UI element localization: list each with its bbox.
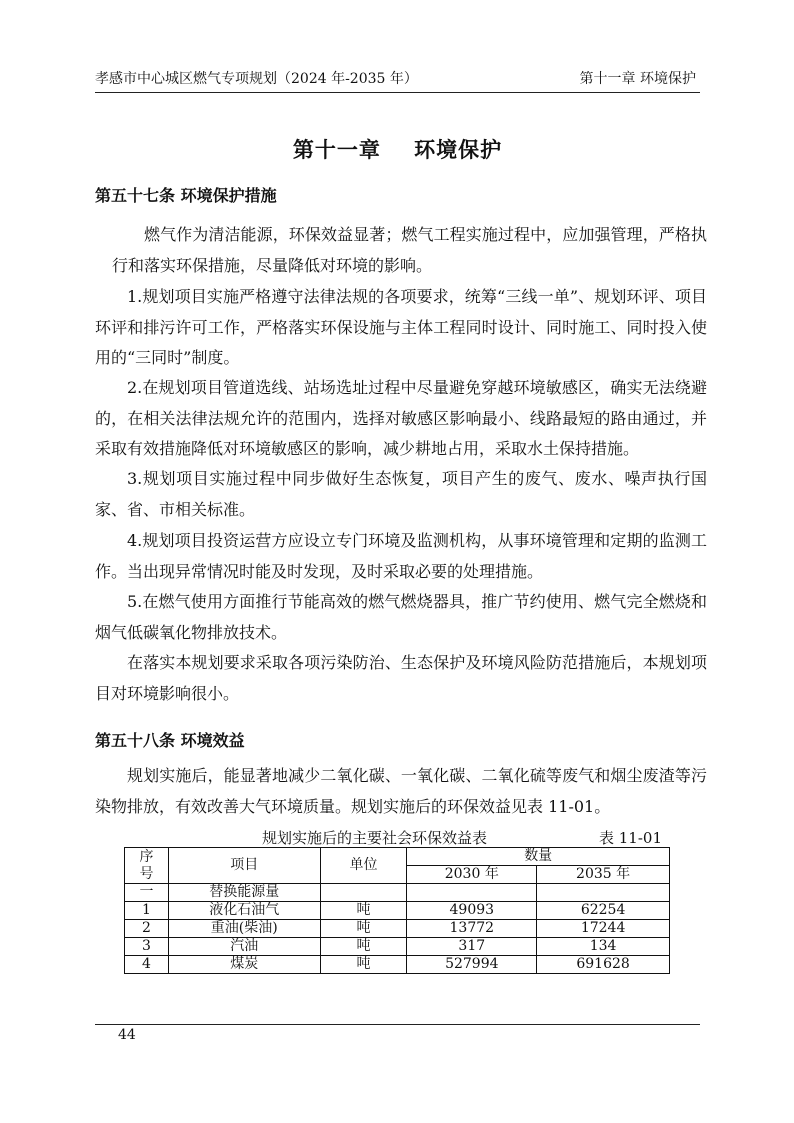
table-row xyxy=(125,884,670,902)
table-row xyxy=(125,938,670,956)
cell-2030: 527994 xyxy=(407,956,537,974)
page-number: 44 xyxy=(118,1027,136,1043)
paragraph: 2.在规划项目管道选线、站场选址过程中尽量避免穿越环境敏感区，确实无法绕避的，在相关法律法规允许的范围内，选择对敏感区影响最小、线路最短的路由通过，并采取有效措施降低对环境敏感区的影响，减少耕地占用，采取水土保持措施。 xyxy=(95,378,707,458)
cell-2035: 62254 xyxy=(537,902,670,920)
header-item: 项目 xyxy=(168,848,320,884)
chapter-label: 第十一章 环境保护 xyxy=(579,71,696,87)
paragraph: 4.规划项目投资运营方应设立专门环境及监测机构，从事环境管理和定期的监测工作。当出现异常情况时能及时发现，及时采取必要的处理措施。 xyxy=(95,531,707,581)
paragraph: 5.在燃气使用方面推行节能高效的燃气燃烧器具，推广节约使用、燃气完全燃烧和烟气低碳氧化物排放技术。 xyxy=(95,592,707,642)
paragraph: 规划实施后，能显著地减少二氧化碳、一氧化碳、二氧化硫等废气和烟尘废渣等污染物排放，有效改善大气环境质量。规划实施后的环保效益见表 11-01。 xyxy=(95,766,707,816)
cell-2030 xyxy=(407,884,537,902)
cell-2035 xyxy=(537,884,670,902)
cell-seq: 4 xyxy=(125,956,169,974)
cell-unit: 吨 xyxy=(320,920,407,938)
table-row xyxy=(125,902,670,920)
table-number: 表 11-01 xyxy=(598,829,662,847)
header-2030: 2030 年 xyxy=(407,866,537,884)
section-heading-58: 第五十八条 环境效益 xyxy=(95,731,245,750)
footer-divider xyxy=(95,1024,700,1025)
cell-seq: 一 xyxy=(125,884,169,902)
paragraph: 1.规划项目实施严格遵守法律法规的各项要求，统筹“三线一单”、规划环评、项目环评和排污许可工作，严格落实环保设施与主体工程同时设计、同时施工、同时投入使用的“三同时”制度。 xyxy=(95,287,707,367)
cell-2030: 49093 xyxy=(407,902,537,920)
cell-2035: 691628 xyxy=(537,956,670,974)
cell-unit: 吨 xyxy=(320,902,407,920)
page-header xyxy=(95,68,700,93)
paragraph: 3.规划项目实施过程中同步做好生态恢复，项目产生的废气、废水、噪声执行国家、省、市相关标准。 xyxy=(95,469,707,519)
document-title: 孝感市中心城区燃气专项规划（2024 年-2035 年） xyxy=(95,71,418,87)
header-2035: 2035 年 xyxy=(537,866,670,884)
table-title: 规划实施后的主要社会环保效益表 xyxy=(262,829,488,847)
cell-seq: 1 xyxy=(125,902,169,920)
cell-2030: 13772 xyxy=(407,920,537,938)
paragraph: 在落实本规划要求采取各项污染防治、生态保护及环境风险防范措施后，本规划项目对环境影响很小。 xyxy=(95,653,707,703)
table-row xyxy=(125,956,670,974)
cell-2030: 317 xyxy=(407,938,537,956)
cell-2035: 17244 xyxy=(537,920,670,938)
table-caption xyxy=(124,827,670,847)
table-row xyxy=(125,920,670,938)
cell-seq: 2 xyxy=(125,920,169,938)
cell-item: 煤炭 xyxy=(168,956,320,974)
chapter-title: 第十一章 环境保护 xyxy=(292,138,503,162)
cell-2035: 134 xyxy=(537,938,670,956)
cell-seq: 3 xyxy=(125,938,169,956)
cell-item: 替换能源量 xyxy=(168,884,320,902)
cell-unit: 吨 xyxy=(320,938,407,956)
cell-unit xyxy=(320,884,407,902)
header-quantity: 数量 xyxy=(407,848,670,866)
cell-item: 液化石油气 xyxy=(168,902,320,920)
benefit-table xyxy=(124,847,670,974)
section-heading-57: 第五十七条 环境保护措施 xyxy=(95,186,277,205)
cell-item: 汽油 xyxy=(168,938,320,956)
cell-item: 重油(柴油) xyxy=(168,920,320,938)
header-seq: 序号 xyxy=(125,848,169,884)
cell-unit: 吨 xyxy=(320,956,407,974)
paragraph: 燃气作为清洁能源，环保效益显著；燃气工程实施过程中，应加强管理，严格执行和落实环保措施，尽量降低对环境的影响。 xyxy=(112,225,707,275)
header-unit: 单位 xyxy=(320,848,407,884)
